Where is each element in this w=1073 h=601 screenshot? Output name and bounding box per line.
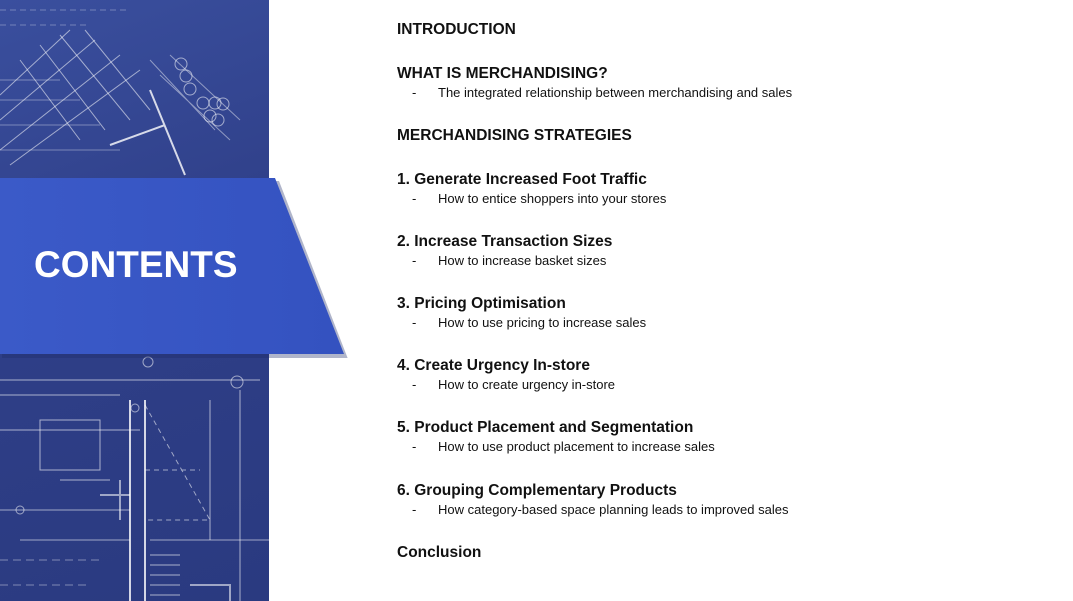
toc-item-1 <box>397 170 666 208</box>
toc-subitem-text: How to use pricing to increase sales <box>438 315 647 330</box>
toc-section-what-is <box>397 64 792 102</box>
toc-subitem-text: The integrated relationship between merchandising and sales <box>438 85 793 100</box>
toc-heading: 1. Generate Increased Foot Traffic <box>397 171 647 188</box>
toc-subitem <box>397 314 646 332</box>
toc-item-6 <box>397 481 788 519</box>
toc-heading: 4. Create Urgency In-store <box>397 357 590 374</box>
toc-subitem-text: How category-based space planning leads to improved sales <box>438 502 789 517</box>
toc-subitem-text: How to create urgency in-store <box>438 377 616 392</box>
bullet-dash: - <box>412 439 417 454</box>
toc-subitem-text: How to use product placement to increase sales <box>438 439 715 454</box>
toc-item-5 <box>397 418 715 456</box>
bullet-dash: - <box>412 191 417 206</box>
toc-introduction: INTRODUCTION <box>397 21 516 38</box>
toc-item-2 <box>397 232 612 270</box>
toc-heading: WHAT IS MERCHANDISING? <box>397 65 608 82</box>
toc-heading: 5. Product Placement and Segmentation <box>397 419 694 436</box>
page-title: CONTENTS <box>34 244 238 285</box>
toc-heading: 2. Increase Transaction Sizes <box>397 233 613 250</box>
toc-subitem <box>397 84 792 102</box>
bullet-dash: - <box>412 315 417 330</box>
toc-subitem <box>397 190 666 208</box>
contents-banner <box>0 178 350 358</box>
toc-subitem <box>397 376 615 394</box>
bullet-dash: - <box>412 253 417 268</box>
bullet-dash: - <box>412 502 417 517</box>
toc-subitem <box>397 438 715 456</box>
toc-item-4 <box>397 356 615 394</box>
toc-subitem-text: How to entice shoppers into your stores <box>438 191 667 206</box>
toc-subitem-text: How to increase basket sizes <box>438 253 607 268</box>
toc-heading: 3. Pricing Optimisation <box>397 295 566 312</box>
toc-subitem <box>397 252 612 270</box>
bullet-dash: - <box>412 85 417 100</box>
toc-heading: 6. Grouping Complementary Products <box>397 482 677 499</box>
bullet-dash: - <box>412 377 417 392</box>
toc-item-3 <box>397 294 646 332</box>
toc-strategies: MERCHANDISING STRATEGIES <box>397 127 632 144</box>
toc-conclusion: Conclusion <box>397 544 482 561</box>
toc-subitem <box>397 501 788 519</box>
